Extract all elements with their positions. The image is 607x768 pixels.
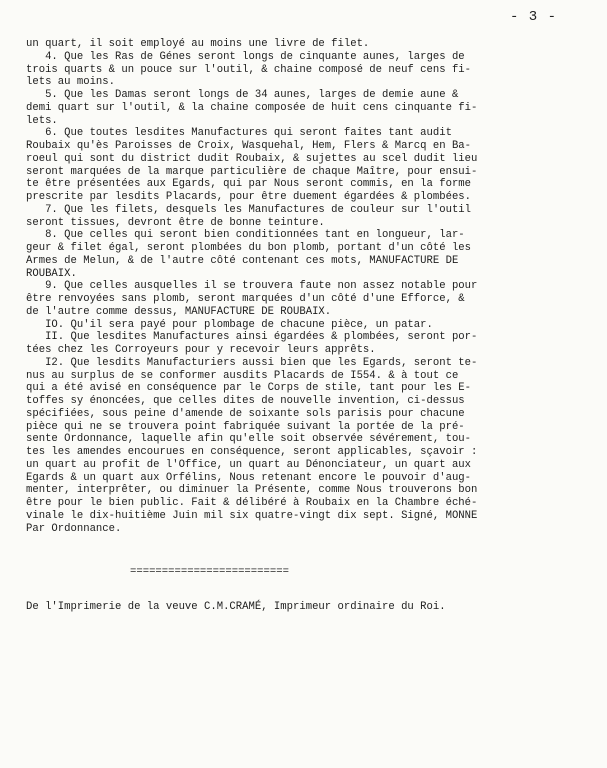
text-line: 5. Que les Damas seront longs de 34 aunes, larges de demie aune & (26, 89, 459, 101)
text-line: tées chez les Corroyeurs pour y recevoir leurs apprêts. (26, 344, 376, 356)
text-line: II. Que lesdites Manufactures ainsi égardées & plombées, seront por- (26, 331, 478, 344)
text-line: tes les amendes encourues en conséquence, seront applicables, sçavoir : (26, 446, 478, 458)
text-line: trois quarts & un pouce sur l'outil, & chaine composé de neuf cens fi- (26, 63, 472, 76)
text-line: sente Ordonnance, laquelle afin qu'elle soit observée sévérement, tou- (26, 433, 472, 446)
text-line: 9. Que celles ausquelles il se trouvera faute non assez notable pour (26, 280, 478, 293)
text-line: lets au moins. (26, 76, 116, 89)
text-line: pièce qui ne se trouvera point fabriquée suivant la portée de la pré- (26, 420, 465, 433)
text-line: roeul qui sont du district dudit Roubaix, & sujettes au scel dudit lieu (26, 152, 478, 165)
text-line: de l'autre comme dessus, MANUFACTURE DE ROUBAIX. (26, 305, 332, 318)
text-line: te être présentées aux Egards, qui par Nous seront commis, en la forme (26, 178, 472, 191)
text-line: Armes de Melun, & de l'autre côté contenant ces mots, MANUFACTURE DE (26, 254, 459, 267)
text-line: geur & filet égal, seront plombées du bon plomb, portant d'un côté les (26, 242, 472, 254)
text-line: prescrite par lesdits Placards, pour être duement égardées & plombées. (26, 191, 472, 203)
text-line: vinale le dix-huitième Juin mil six quatre-vingt dix sept. Signé, MONNE (26, 509, 478, 522)
text-line: menter, interprêter, ou diminuer la Présente, comme Nous trouverons bon (26, 484, 478, 497)
text-line: IO. Qu'il sera payé pour plombage de chacune pièce, un patar. (26, 318, 433, 331)
text-line: spécifiées, sous peine d'amende de soixante sols parisis pour chacune (26, 407, 465, 420)
text-line: qui a été avisé en conséquence par le Corps de stile, tant pour les E- (26, 382, 472, 395)
text-line: ROUBAIX. (26, 267, 77, 280)
text-line: demi quart sur l'outil, & la chaine composée de huit cens cinquante fi- (26, 101, 478, 114)
text-line: être pour le bien public. Fait & délibéré à Roubaix en la Chambre éché- (26, 497, 478, 509)
text-line: lets. (26, 114, 58, 127)
text-line: être renvoyées sans plomb, seront marquées d'un côté d'une Efforce, & (26, 293, 465, 305)
text-line: 6. Que toutes lesdites Manufactures qui seront faites tant audit (26, 127, 452, 140)
printer-imprint: De l'Imprimerie de la veuve C.M.CRAMÉ, Imprimeur ordinaire du Roi. (26, 601, 446, 613)
text-line: toffes sy énoncées, que celles dites de nouvelle invention, ci-dessus (26, 395, 465, 407)
page-number: - 3 - (510, 9, 558, 25)
text-line: Par Ordonnance. (26, 522, 122, 535)
ordinance-body (26, 38, 586, 535)
text-line: nus au surplus de se conformer ausdits Placards de I554. & à tout ce (26, 369, 459, 382)
text-line: Roubaix qu'ès Paroisses de Croix, Wasquehal, Hem, Flers & Marcq en Ba- (26, 140, 472, 152)
text-line: I2. Que lesdits Manufacturiers aussi bien que les Egards, seront te- (26, 356, 478, 369)
text-line: 4. Que les Ras de Génes seront longs de cinquante aunes, larges de (26, 50, 465, 63)
text-line: un quart, il soit employé au moins une livre de filet. (26, 38, 370, 50)
separator-rule: ========================= (130, 566, 289, 578)
text-line: Egards & un quart aux Orfélins, Nous retenant encore le pouvoir d'aug- (26, 471, 472, 484)
text-line: seront tissues, devront être de bonne teinture. (26, 216, 325, 229)
text-line: 7. Que les filets, desquels les Manufactures de couleur sur l'outil (26, 203, 472, 216)
text-line: seront marquées de la marque particulière de chaque Maître, pour ensui- (26, 165, 478, 178)
text-line: un quart au profit de l'Office, un quart au Dénonciateur, un quart aux (26, 458, 472, 471)
text-line: 8. Que celles qui seront bien conditionnées tant en longueur, lar- (26, 229, 465, 242)
